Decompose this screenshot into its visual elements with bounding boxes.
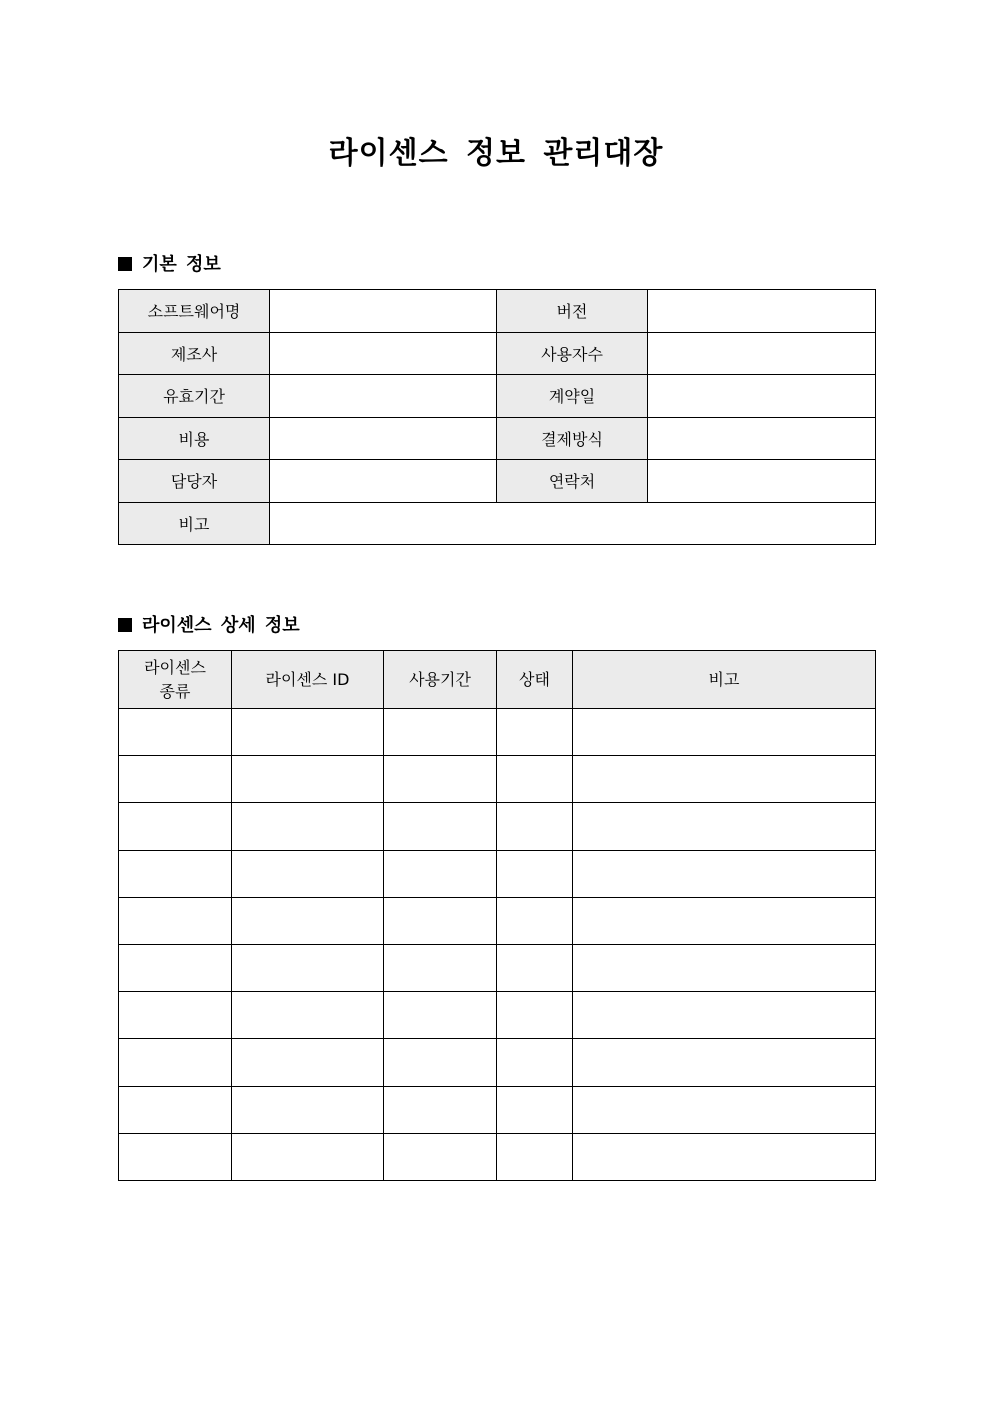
basic-info-row bbox=[119, 417, 876, 460]
table-row bbox=[119, 850, 876, 897]
table-row bbox=[119, 944, 876, 991]
remarks-cell[interactable] bbox=[573, 1086, 876, 1133]
field-value[interactable] bbox=[270, 332, 497, 375]
status-cell[interactable] bbox=[497, 992, 573, 1039]
column-header-usage-period: 사용기간 bbox=[384, 651, 497, 709]
status-cell[interactable] bbox=[497, 944, 573, 991]
usage-period-cell[interactable] bbox=[384, 1086, 497, 1133]
basic-info-row bbox=[119, 375, 876, 418]
table-row bbox=[119, 756, 876, 803]
usage-period-cell[interactable] bbox=[384, 897, 497, 944]
field-value[interactable] bbox=[648, 332, 876, 375]
section-heading-license-detail bbox=[118, 614, 300, 638]
status-cell[interactable] bbox=[497, 1039, 573, 1086]
remarks-cell[interactable] bbox=[573, 850, 876, 897]
square-bullet-icon bbox=[118, 618, 132, 632]
remarks-cell[interactable] bbox=[573, 944, 876, 991]
license-id-cell[interactable] bbox=[232, 850, 384, 897]
license-type-cell[interactable] bbox=[119, 944, 232, 991]
basic-info-remarks-row bbox=[119, 502, 876, 545]
field-value[interactable] bbox=[648, 375, 876, 418]
license-type-cell[interactable] bbox=[119, 1086, 232, 1133]
usage-period-cell[interactable] bbox=[384, 756, 497, 803]
table-row bbox=[119, 1086, 876, 1133]
column-header-license-type: 라이센스 종류 bbox=[119, 651, 232, 709]
section-heading-text: 라이센스 상세 정보 bbox=[142, 615, 300, 636]
remarks-cell[interactable] bbox=[573, 709, 876, 756]
table-header-row bbox=[119, 651, 876, 709]
license-id-cell[interactable] bbox=[232, 944, 384, 991]
remarks-label: 비고 bbox=[119, 502, 270, 545]
usage-period-cell[interactable] bbox=[384, 992, 497, 1039]
license-type-cell[interactable] bbox=[119, 1133, 232, 1180]
field-label: 유효기간 bbox=[119, 375, 270, 418]
field-label: 결제방식 bbox=[497, 417, 648, 460]
license-type-cell[interactable] bbox=[119, 1039, 232, 1086]
table-row bbox=[119, 709, 876, 756]
field-label: 연락처 bbox=[497, 460, 648, 503]
basic-info-table bbox=[118, 289, 876, 545]
usage-period-cell[interactable] bbox=[384, 709, 497, 756]
field-value[interactable] bbox=[648, 417, 876, 460]
column-header-status: 상태 bbox=[497, 651, 573, 709]
usage-period-cell[interactable] bbox=[384, 1039, 497, 1086]
field-label: 제조사 bbox=[119, 332, 270, 375]
section-heading-basic-info bbox=[118, 253, 221, 277]
usage-period-cell[interactable] bbox=[384, 850, 497, 897]
usage-period-cell[interactable] bbox=[384, 944, 497, 991]
field-value[interactable] bbox=[648, 460, 876, 503]
status-cell[interactable] bbox=[497, 756, 573, 803]
field-value[interactable] bbox=[270, 375, 497, 418]
status-cell[interactable] bbox=[497, 1133, 573, 1180]
license-type-cell[interactable] bbox=[119, 897, 232, 944]
basic-info-row bbox=[119, 290, 876, 333]
table-row bbox=[119, 803, 876, 850]
status-cell[interactable] bbox=[497, 709, 573, 756]
license-id-cell[interactable] bbox=[232, 803, 384, 850]
remarks-cell[interactable] bbox=[573, 992, 876, 1039]
license-detail-table bbox=[118, 650, 876, 1181]
field-label: 소프트웨어명 bbox=[119, 290, 270, 333]
usage-period-cell[interactable] bbox=[384, 1133, 497, 1180]
status-cell[interactable] bbox=[497, 897, 573, 944]
field-value[interactable] bbox=[648, 290, 876, 333]
field-value[interactable] bbox=[270, 460, 497, 503]
field-label: 비용 bbox=[119, 417, 270, 460]
usage-period-cell[interactable] bbox=[384, 803, 497, 850]
license-type-cell[interactable] bbox=[119, 992, 232, 1039]
status-cell[interactable] bbox=[497, 803, 573, 850]
status-cell[interactable] bbox=[497, 1086, 573, 1133]
table-row bbox=[119, 1133, 876, 1180]
remarks-cell[interactable] bbox=[573, 1133, 876, 1180]
license-id-cell[interactable] bbox=[232, 897, 384, 944]
column-header-license-id: 라이센스 ID bbox=[232, 651, 384, 709]
basic-info-row bbox=[119, 460, 876, 503]
square-bullet-icon bbox=[118, 257, 132, 271]
column-header-remarks: 비고 bbox=[573, 651, 876, 709]
basic-info-row bbox=[119, 332, 876, 375]
field-label: 버전 bbox=[497, 290, 648, 333]
field-label: 계약일 bbox=[497, 375, 648, 418]
page-title: 라이센스 정보 관리대장 bbox=[328, 136, 664, 171]
license-id-cell[interactable] bbox=[232, 756, 384, 803]
license-id-cell[interactable] bbox=[232, 1086, 384, 1133]
license-type-cell[interactable] bbox=[119, 709, 232, 756]
field-label: 담당자 bbox=[119, 460, 270, 503]
remarks-cell[interactable] bbox=[573, 756, 876, 803]
license-type-cell[interactable] bbox=[119, 756, 232, 803]
section-heading-text: 기본 정보 bbox=[142, 254, 221, 275]
remarks-cell[interactable] bbox=[573, 803, 876, 850]
license-id-cell[interactable] bbox=[232, 992, 384, 1039]
license-id-cell[interactable] bbox=[232, 709, 384, 756]
remarks-cell[interactable] bbox=[573, 1039, 876, 1086]
table-row bbox=[119, 992, 876, 1039]
license-id-cell[interactable] bbox=[232, 1039, 384, 1086]
table-row bbox=[119, 897, 876, 944]
remarks-cell[interactable] bbox=[573, 897, 876, 944]
license-type-cell[interactable] bbox=[119, 850, 232, 897]
field-label: 사용자수 bbox=[497, 332, 648, 375]
status-cell[interactable] bbox=[497, 850, 573, 897]
license-type-cell[interactable] bbox=[119, 803, 232, 850]
remarks-value[interactable] bbox=[270, 502, 876, 545]
field-value[interactable] bbox=[270, 417, 497, 460]
table-row bbox=[119, 1039, 876, 1086]
field-value[interactable] bbox=[270, 290, 497, 333]
license-id-cell[interactable] bbox=[232, 1133, 384, 1180]
